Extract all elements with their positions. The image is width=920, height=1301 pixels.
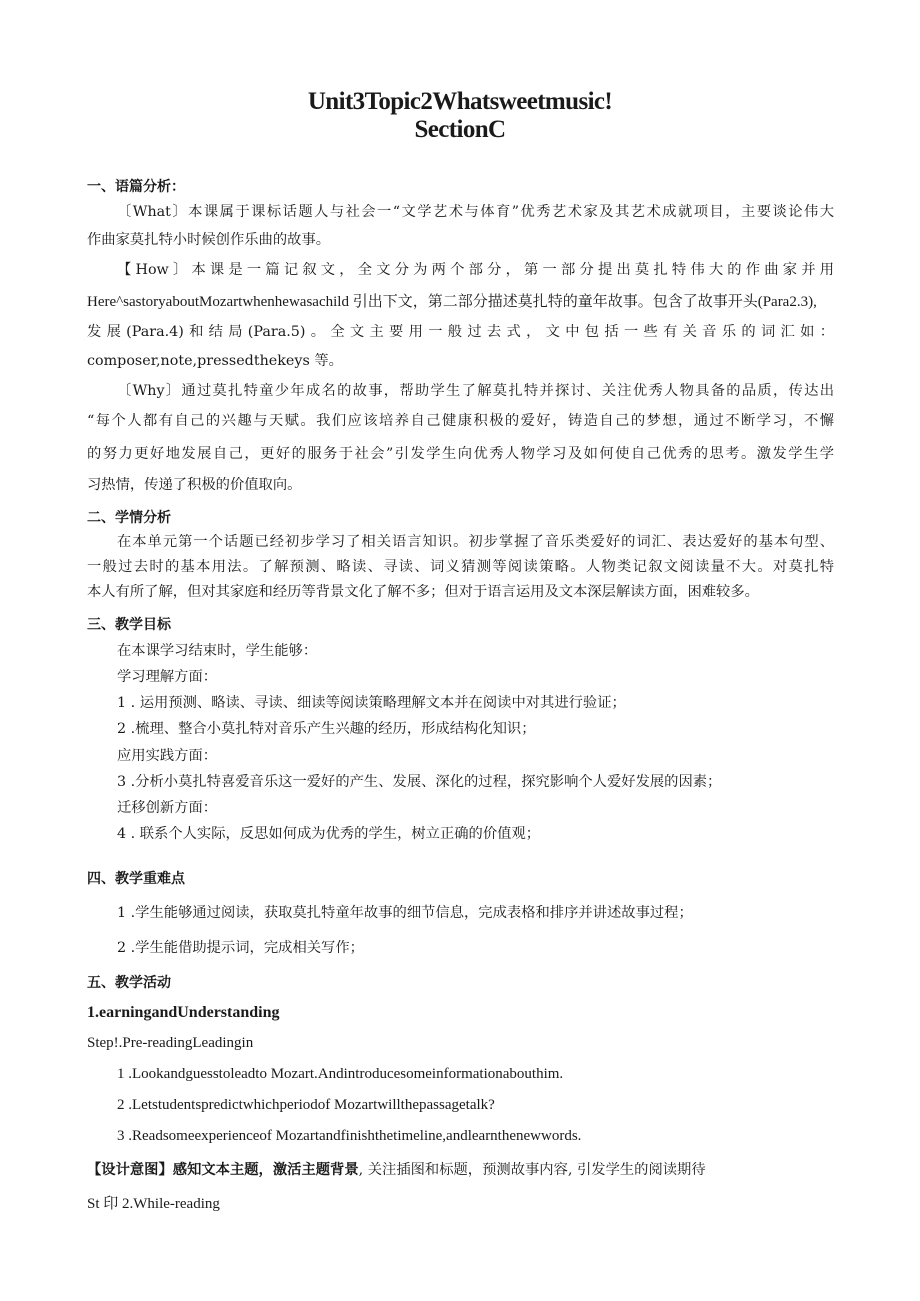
design-intent-line xyxy=(87,1159,706,1179)
objectives-subheading: 应用实践方面： xyxy=(117,748,218,764)
section-heading-teaching-activities: 五、教学活动 xyxy=(87,975,171,991)
activity-part-heading: 1.earningandUnderstanding xyxy=(87,1004,280,1021)
section-heading-key-points: 四、教学重难点 xyxy=(87,871,185,887)
design-intent-label: 【设计意图】感知文本主题，激活主题背景 xyxy=(87,1162,359,1178)
activity-step-item: 3 .Readsomeexperienceof Mozartandfinishthetimeline,andlearnthenewwords. xyxy=(117,1128,582,1144)
key-point-item: 2 .学生能借助提示词，完成相关写作； xyxy=(117,940,364,956)
design-intent-text: , 关注插图和标题，预测故事内容, 引发学生的阅读期待 xyxy=(358,1162,706,1178)
why-paragraph-line: 〔Why〕通过莫扎特童少年成名的故事，帮助学生了解莫扎特并探讨、关注优秀人物具备的品质，传达出 xyxy=(117,383,834,399)
section-heading-teaching-objectives: 三、教学目标 xyxy=(87,617,171,633)
learner-analysis-line: 本人有所了解，但对其家庭和经历等背景文化了解不多；但对于语言运用及文本深层解读方面，困难较多。 xyxy=(87,584,759,600)
activity-step-item: 1 .Lookandguesstoleadto Mozart.Andintroducesomeinformationabouthim. xyxy=(117,1066,564,1082)
objective-item: 4 . 联系个人实际，反思如何成为优秀的学生，树立正确的价值观； xyxy=(117,826,541,842)
objective-item: 1 . 运用预测、略读、寻读、细读等阅读策略理解文本并在阅读中对其进行验证； xyxy=(117,695,626,711)
section-heading-discourse-analysis: 一、语篇分析： xyxy=(87,179,185,195)
activity-step-heading: Step!.Pre-readingLeadingin xyxy=(87,1035,254,1051)
what-paragraph-line: 作曲家莫扎特小时候创作乐曲的故事。 xyxy=(87,232,331,248)
section-heading-learner-analysis: 二、学情分析 xyxy=(87,510,171,526)
activity-step-heading: St 印 2.While-reading xyxy=(87,1196,220,1212)
key-point-item: 1 .学生能够通过阅读，获取莫扎特童年故事的细节信息，完成表格和排序并讲述故事过程； xyxy=(117,905,693,921)
objective-item: 2 .梳理、整合小莫扎特对音乐产生兴趣的经历，形成结构化知识； xyxy=(117,721,536,737)
why-paragraph-line: “每个人都有自己的兴趣与天赋。我们应该培养自己健康积极的爱好，铸造自己的梦想，通过不断学习，不懈 xyxy=(87,413,834,429)
what-paragraph-line: 〔What〕本课属于课标话题人与社会一“文学艺术与体育”优秀艺术家及其艺术成就项目，主要谈论伟大 xyxy=(117,204,834,220)
document-title: Unit3Topic2Whatsweetmusic! xyxy=(307,88,613,115)
how-paragraph-line: 【How〕本课是一篇记叙文，全文分为两个部分，第一部分提出莫扎特伟大的作曲家并用 xyxy=(117,262,834,278)
why-paragraph-line: 的努力更好地发展自己，更好的服务于社会”引发学生向优秀人物学习及如何使自己优秀的思考。激发学生学 xyxy=(87,446,834,462)
how-paragraph-line: 发展(Para.4)和结局(Para.5)。全文主要用一般过去式，文中包括一些有关音乐的词汇如： xyxy=(87,324,834,340)
learner-analysis-line: 在本单元第一个话题已经初步学习了相关语言知识。初步掌握了音乐类爱好的词汇、表达爱好的基本句型、 xyxy=(117,534,834,550)
learner-analysis-line: 一般过去时的基本用法。了解预测、略读、寻读、词义猜测等阅读策略。人物类记叙文阅读量不大。对莫扎特 xyxy=(87,559,834,575)
objectives-subheading: 学习理解方面： xyxy=(117,669,218,685)
objectives-intro: 在本课学习结束时，学生能够： xyxy=(117,643,318,659)
why-paragraph-line: 习热情，传递了积极的价值取向。 xyxy=(87,477,302,493)
document-subtitle: SectionC xyxy=(414,116,506,143)
objectives-subheading: 迁移创新方面： xyxy=(117,800,218,816)
how-paragraph-line: composer,note,pressedthekeys 等。 xyxy=(87,353,343,369)
objective-item: 3 .分析小莫扎特喜爱音乐这一爱好的产生、发展、深化的过程，探究影响个人爱好发展的因素； xyxy=(117,774,722,790)
how-paragraph-line: Here^sastoryaboutMozartwhenhewasachild 引出下文，第二部分描述莫扎特的童年故事。包含了故事开头(Para2.3), xyxy=(87,294,817,310)
activity-step-item: 2 .Letstudentspredictwhichperiodof Mozartwillthepassagetalk? xyxy=(117,1097,495,1113)
